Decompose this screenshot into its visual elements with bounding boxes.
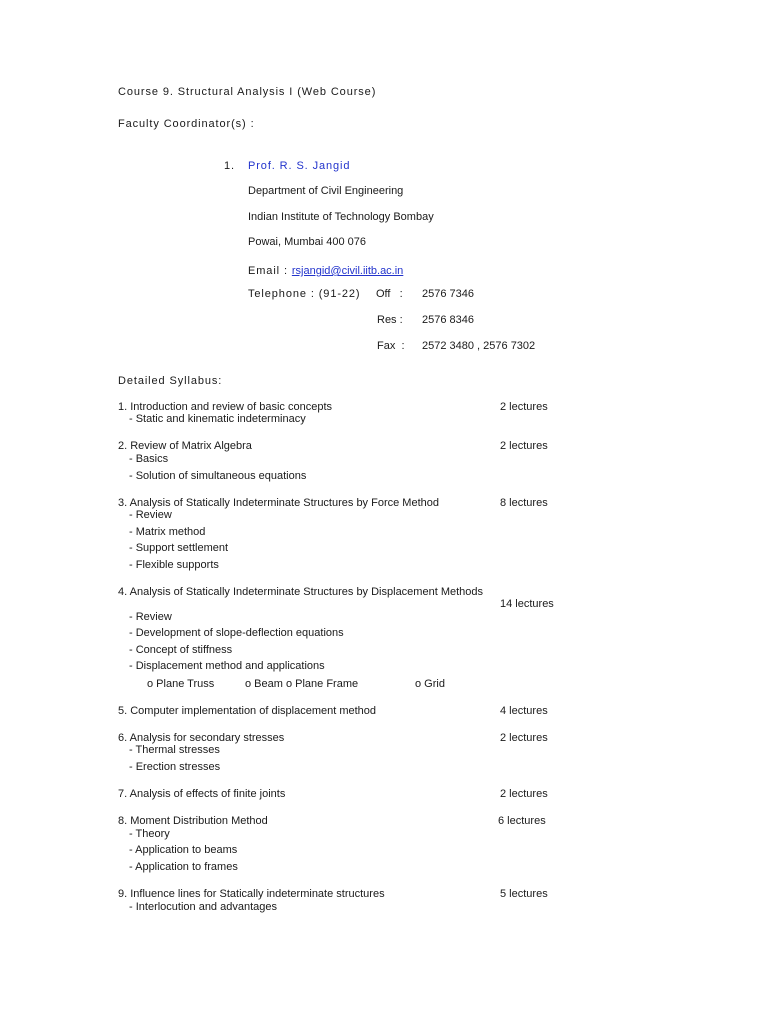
topic-lectures: 2 lectures — [500, 788, 548, 800]
subtopic-item: - Interlocution and advantages — [129, 901, 277, 913]
subtopic-item: - Static and kinematic indeterminacy — [129, 413, 306, 425]
subtopic-item: - Application to frames — [129, 861, 238, 873]
option-item: o Beam o Plane Frame — [245, 678, 359, 690]
topic-lectures: 5 lectures — [500, 888, 548, 900]
faculty-number: 1. — [224, 160, 235, 172]
subtopic-item: - Theory — [129, 828, 170, 840]
topic-title: 8. Moment Distribution Method — [118, 815, 268, 827]
subtopic-item: - Concept of stiffness — [129, 644, 233, 656]
syllabus-heading: Detailed Syllabus: — [118, 375, 223, 387]
subtopic-item: - Flexible supports — [129, 559, 219, 571]
topic-lectures: 6 lectures — [498, 815, 546, 827]
topic-title: 5. Computer implementation of displacement method — [118, 705, 377, 717]
residence-number: 2576 8346 — [422, 314, 474, 326]
email-line — [248, 265, 403, 278]
topic-title: 4. Analysis of Statically Indeterminate Structures by Displacement Methods — [118, 586, 484, 598]
course-title: Course 9. Structural Analysis I (Web Course) — [118, 86, 377, 98]
topic-title: 7. Analysis of effects of finite joints — [118, 788, 286, 800]
office-number: 2576 7346 — [422, 288, 474, 300]
option-item: o Grid — [415, 678, 445, 690]
faculty-coordinator-label: Faculty Coordinator(s) : — [118, 118, 255, 130]
subtopic-item: - Basics — [129, 453, 169, 465]
subtopic-item: - Solution of simultaneous equations — [129, 470, 307, 482]
subtopic-item: - Thermal stresses — [129, 744, 220, 756]
topic-lectures: 4 lectures — [500, 705, 548, 717]
topic-title: 9. Influence lines for Statically indeterminate structures — [118, 888, 385, 900]
faculty-name: Prof. R. S. Jangid — [248, 160, 351, 172]
topic-lectures: 8 lectures — [500, 497, 548, 509]
subtopic-item: - Review — [129, 509, 172, 521]
subtopic-item: - Matrix method — [129, 526, 206, 538]
fax-number: 2572 3480 , 2576 7302 — [422, 340, 536, 352]
subtopic-item: - Application to beams — [129, 844, 238, 856]
faculty-institute: Indian Institute of Technology Bombay — [248, 211, 434, 223]
fax-label: Fax : — [377, 340, 405, 352]
email-label: Email : — [248, 265, 292, 277]
residence-label: Res : — [377, 314, 403, 326]
topic-lectures: 2 lectures — [500, 732, 548, 744]
subtopic-item: - Review — [129, 611, 172, 623]
topic-title: 6. Analysis for secondary stresses — [118, 732, 285, 744]
option-item: o Plane Truss — [147, 678, 215, 690]
subtopic-item: - Development of slope-deflection equations — [129, 627, 344, 639]
office-label: Off : — [376, 288, 403, 300]
faculty-department: Department of Civil Engineering — [248, 185, 404, 197]
subtopic-item: - Displacement method and applications — [129, 660, 325, 672]
topic-lectures: 14 lectures — [500, 598, 554, 610]
email-link[interactable]: rsjangid@civil.iitb.ac.in — [291, 265, 404, 277]
telephone-label: Telephone : (91-22) — [248, 288, 361, 300]
topic-title: 3. Analysis of Statically Indeterminate Structures by Force Method — [118, 497, 439, 509]
topic-title: 2. Review of Matrix Algebra — [118, 440, 252, 452]
topic-title: 1. Introduction and review of basic concepts — [118, 401, 333, 413]
subtopic-item: - Support settlement — [129, 542, 229, 554]
subtopic-item: - Erection stresses — [129, 761, 221, 773]
topic-lectures: 2 lectures — [500, 440, 548, 452]
faculty-address: Powai, Mumbai 400 076 — [248, 236, 367, 248]
topic-lectures: 2 lectures — [500, 401, 548, 413]
